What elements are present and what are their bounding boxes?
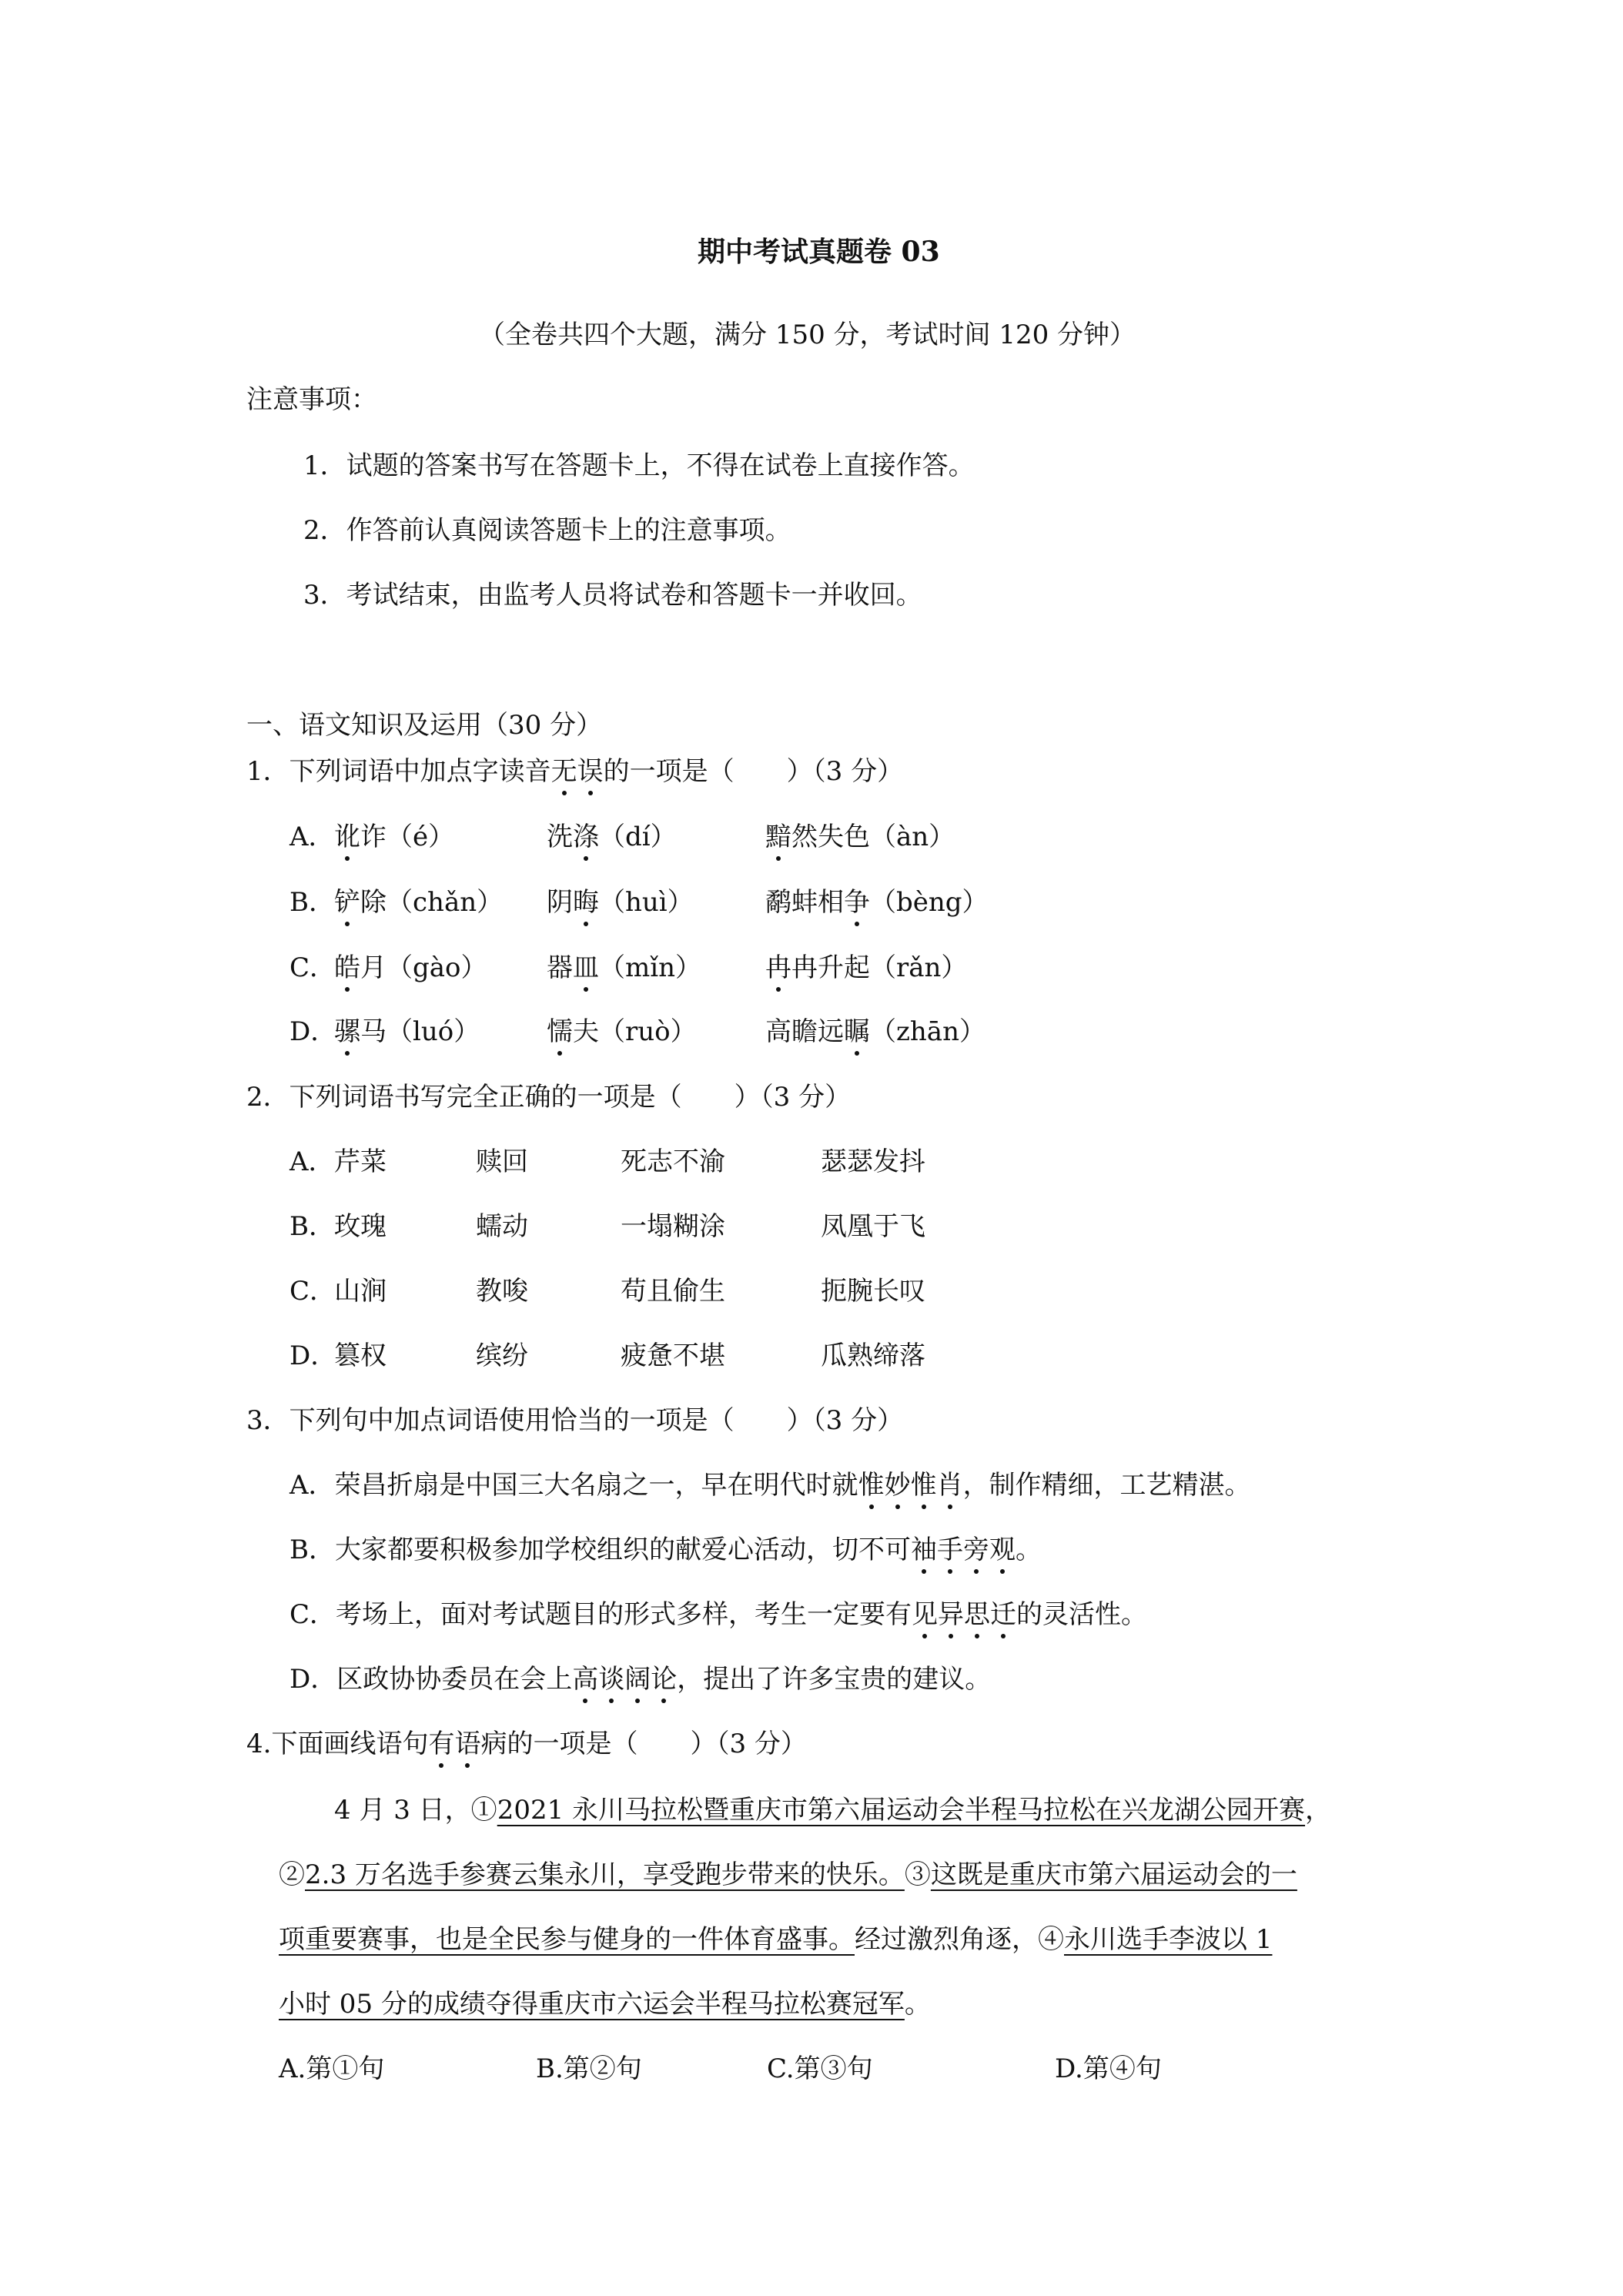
option-word: 铲除（chǎn）: [334, 887, 504, 918]
passage-line: ②2.3 万名选手参赛云集永川，享受跑步带来的快乐。③这既是重庆市第六届运动会的一: [279, 1859, 1297, 1890]
option-word: 阴晦（huì）: [547, 887, 694, 918]
dotted-char: 误: [577, 756, 604, 787]
option-label: C．: [289, 952, 336, 983]
dotted-char: 见: [912, 1599, 939, 1630]
dotted-char: 妙: [884, 1470, 911, 1501]
dotted-phrase: [858, 1470, 963, 1501]
option-word: 疲惫不堪: [621, 1340, 725, 1371]
option-label: A．: [289, 822, 335, 852]
dotted-char: 谈: [598, 1664, 625, 1695]
dotted-char: 冉: [765, 952, 791, 983]
underlined-sentence: 项重要赛事，也是全民参与健身的一件体育盛事。: [279, 1924, 855, 1955]
passage-line: 4 月 3 日，①2021 永川马拉松暨重庆市第六届运动会半程马拉松在兴龙湖公园开赛，: [334, 1795, 1332, 1826]
dotted-char: 观: [989, 1535, 1016, 1565]
option-label: D．: [289, 1016, 337, 1047]
option-word: 山涧: [334, 1276, 387, 1307]
dotted-char: 讹: [334, 822, 360, 852]
option-word: 教唆: [476, 1276, 528, 1307]
option-choice: C.第③句: [767, 2053, 873, 2084]
option-word: 篡权: [334, 1340, 387, 1371]
underlined-sentence: 小时 05 分的成绩夺得重庆市六运会半程马拉松赛冠军: [279, 1989, 905, 2020]
option-word: 瑟瑟发抖: [821, 1146, 925, 1177]
dotted-char: 手: [937, 1535, 963, 1565]
underlined-sentence: 这既是重庆市第六届运动会的一: [930, 1859, 1297, 1890]
passage-line: 小时 05 分的成绩夺得重庆市六运会半程马拉松赛冠军。: [279, 1989, 931, 2020]
dotted-char: 骡: [334, 1016, 360, 1047]
option-label: B．: [289, 1211, 335, 1242]
option-label: D．: [289, 1340, 337, 1371]
option-choice: B.第②句: [536, 2053, 642, 2084]
option-sentence: C．考场上，面对考试题目的形式多样，考生一定要有见异思迁的灵活性。: [289, 1599, 1148, 1630]
dotted-char: 无: [550, 756, 577, 787]
dotted-phrase: [572, 1664, 677, 1695]
dotted-char: 争: [844, 887, 870, 918]
dotted-char: 黯: [765, 822, 791, 852]
option-word: 蠕动: [476, 1211, 528, 1242]
passage-line: 项重要赛事，也是全民参与健身的一件体育盛事。经过激烈角逐，④永川选手李波以 1: [279, 1924, 1273, 1955]
dotted-char: 旁: [963, 1535, 989, 1565]
option-word: 骡马（luó）: [334, 1016, 480, 1047]
notice-item: 1．试题的答案书写在答题卡上，不得在试卷上直接作答。: [303, 450, 975, 481]
dotted-phrase: [911, 1535, 1016, 1565]
option-choice: A.第①句: [279, 2053, 385, 2084]
option-label: B．: [289, 887, 335, 918]
dotted-char: 懦: [547, 1016, 573, 1047]
option-word: 芹菜: [334, 1146, 387, 1177]
dotted-char: 语: [454, 1729, 481, 1759]
question-2-stem: 2．下列词语书写完全正确的一项是（ ）（3 分）: [246, 1082, 852, 1113]
dotted-char: 高: [572, 1664, 599, 1695]
option-word: 鹬蚌相争（bèng）: [765, 887, 989, 918]
option-word: 懦夫（ruò）: [547, 1016, 697, 1047]
option-sentence: B．大家都要积极参加学校组织的献爱心活动，切不可袖手旁观。: [289, 1535, 1042, 1565]
dotted-char: 晦: [573, 887, 599, 918]
option-word: 讹诈（é）: [334, 822, 455, 852]
option-label: C．: [289, 1276, 336, 1307]
dotted-char: 惟: [910, 1470, 937, 1501]
option-word: 器皿（mǐn）: [547, 952, 702, 983]
option-word: 黯然失色（àn）: [765, 822, 955, 852]
dotted-char: 皓: [334, 952, 360, 983]
underlined-sentence: 永川选手李波以 1: [1064, 1924, 1273, 1955]
option-sentence: D．区政协协委员在会上高谈阔论，提出了许多宝贵的建议。: [289, 1664, 992, 1695]
dotted-char: 论: [651, 1664, 678, 1695]
notice-heading: 注意事项：: [246, 384, 377, 415]
dotted-char: 肖: [936, 1470, 963, 1501]
dotted-char: 迁: [990, 1599, 1017, 1630]
question-3-stem: 3．下列句中加点词语使用恰当的一项是（ ）（3 分）: [246, 1405, 904, 1436]
option-word: 死志不渝: [621, 1146, 725, 1177]
option-word: 高瞻远瞩（zhān）: [765, 1016, 986, 1047]
dotted-char: 铲: [334, 887, 360, 918]
dotted-char: 有: [428, 1729, 455, 1759]
option-word: 一塌糊涂: [621, 1211, 725, 1242]
dotted-char: 异: [938, 1599, 965, 1630]
dotted-char: 惟: [858, 1470, 885, 1501]
section-heading: 一、语文知识及运用（30 分）: [246, 710, 603, 741]
option-word: 洗涤（dí）: [547, 822, 677, 852]
option-word: 皓月（gào）: [334, 952, 487, 983]
page-title: 期中考试真题卷 03: [698, 236, 940, 268]
option-sentence: A．荣昌折扇是中国三大名扇之一，早在明代时就惟妙惟肖，制作精细，工艺精湛。: [289, 1470, 1251, 1501]
question-1-stem: 1．下列词语中加点字读音无误的一项是（ ）（3 分）: [246, 756, 904, 787]
option-word: 玫瑰: [334, 1211, 387, 1242]
option-choice: D.第④句: [1055, 2053, 1162, 2084]
dotted-char: 瞩: [844, 1016, 870, 1047]
question-4-stem: 4.下面画线语句有语病的一项是（ ）（3 分）: [246, 1729, 807, 1759]
underlined-sentence: 2021 永川马拉松暨重庆市第六届运动会半程马拉松在兴龙湖公园开赛: [497, 1795, 1306, 1826]
dotted-char: 袖: [911, 1535, 937, 1565]
option-word: 赎回: [476, 1146, 528, 1177]
dotted-char: 阔: [624, 1664, 651, 1695]
dotted-phrase: [912, 1599, 1016, 1630]
option-word: 瓜熟缔落: [821, 1340, 925, 1371]
option-label: A．: [289, 1146, 335, 1177]
dotted-char: 涤: [573, 822, 599, 852]
option-word: 缤纷: [476, 1340, 528, 1371]
notice-item: 3．考试结束，由监考人员将试卷和答题卡一并收回。: [303, 580, 922, 611]
option-word: 凤凰于飞: [821, 1211, 925, 1242]
option-word: 冉冉升起（rǎn）: [765, 952, 968, 983]
option-word: 扼腕长叹: [821, 1276, 925, 1307]
option-word: 苟且偷生: [621, 1276, 725, 1307]
notice-item: 2．作答前认真阅读答题卡上的注意事项。: [303, 515, 791, 546]
exam-info: （全卷共四个大题，满分 150 分，考试时间 120 分钟）: [479, 320, 1136, 350]
underlined-sentence: 2.3 万名选手参赛云集永川，享受跑步带来的快乐。: [305, 1859, 905, 1890]
dotted-char: 皿: [573, 952, 599, 983]
dotted-char: 思: [964, 1599, 991, 1630]
